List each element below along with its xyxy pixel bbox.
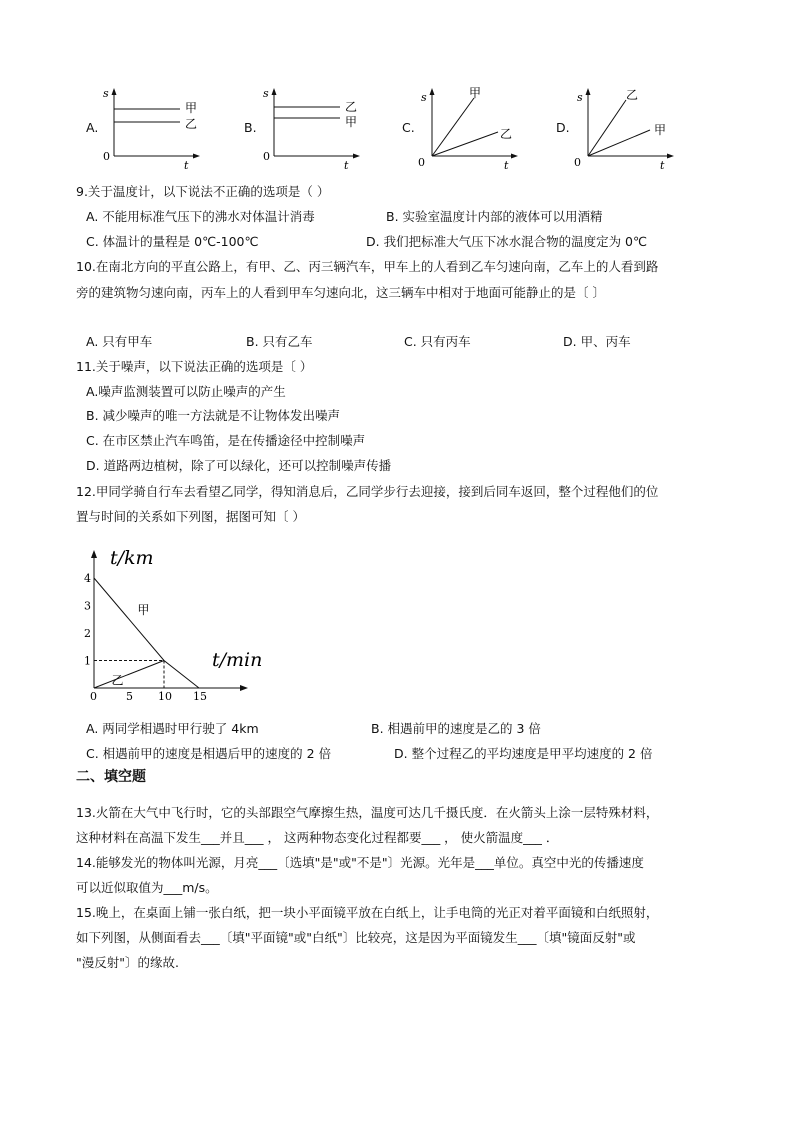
q10-option-d: D. 甲、丙车 — [563, 334, 631, 349]
chart-origin-label: 0 — [90, 690, 97, 703]
q14-line1: 14.能够发光的物体叫光源，月亮___〔选填"是"或"不是"〕光源。光年是___单位。真空中光的传播速度 — [76, 855, 644, 870]
graph-c — [414, 84, 534, 176]
graph-a — [96, 84, 216, 176]
chart-x-label: t/min — [212, 649, 263, 671]
chart-x-tick-10: 10 — [158, 690, 172, 703]
q12-option-c: C. 相遇前甲的速度是相遇后甲的速度的 2 倍 — [86, 746, 332, 761]
chart-y-tick-2: 2 — [84, 627, 91, 640]
q13-line1: 13.火箭在大气中飞行时，它的头部跟空气摩擦生热，温度可达几千摄氏度．在火箭头上涂一层特殊材料， — [76, 805, 659, 820]
q12-option-b: B. 相遇前甲的速度是乙的 3 倍 — [371, 721, 541, 736]
q9-option-c: C. 体温计的量程是 0℃-100℃ — [86, 234, 259, 249]
q12-stem-line2: 置与时间的关系如下列图，据图可知〔 ） — [76, 509, 305, 524]
q11-option-c: C. 在市区禁止汽车鸣笛，是在传播途径中控制噪声 — [86, 433, 366, 448]
q10-stem-line1: 10.在南北方向的平直公路上，有甲、乙、丙三辆汽车，甲车上的人看到乙车匀速向南，乙车上的人看到路 — [76, 259, 659, 274]
graph-c-s: s — [421, 91, 427, 104]
q12-stem-line1: 12.甲同学骑自行车去看望乙同学，得知消息后，乙同学步行去迎接，接到后同车返回，整个过程他们的位 — [76, 484, 659, 499]
graph-d-s: s — [577, 91, 583, 104]
graph-b-origin: 0 — [263, 150, 270, 163]
graph-a-line1: 甲 — [185, 101, 198, 115]
q11-stem: 11.关于噪声，以下说法正确的选项是〔 ） — [76, 359, 313, 374]
q15-line3: "漫反射"〕的缘故. — [76, 955, 179, 970]
graph-c-label: C. — [402, 120, 415, 135]
graph-b-s: s — [263, 87, 269, 100]
q12-option-a: A. 两同学相遇时甲行驶了 4km — [86, 721, 259, 736]
graph-c-line2: 乙 — [500, 127, 513, 141]
graph-b-label: B. — [244, 120, 257, 135]
graph-b-line2: 甲 — [345, 115, 358, 129]
graph-d-line2: 甲 — [654, 123, 667, 137]
graph-a-origin: 0 — [103, 150, 110, 163]
chart-y-tick-3: 3 — [84, 599, 91, 613]
q9-option-a: A. 不能用标准气压下的沸水对体温计消毒 — [86, 209, 315, 224]
graph-c-t: t — [504, 159, 509, 172]
q12-option-d: D. 整个过程乙的平均速度是甲平均速度的 2 倍 — [394, 746, 653, 761]
graph-b — [256, 84, 376, 176]
q11-option-d: D. 道路两边植树，除了可以绿化，还可以控制噪声传播 — [86, 458, 392, 473]
graph-c-origin: 0 — [418, 156, 425, 169]
graph-a-t: t — [184, 159, 189, 172]
q10-option-a: A. 只有甲车 — [86, 334, 153, 349]
graph-b-line1: 乙 — [345, 100, 358, 114]
q12-position-time-chart — [84, 540, 284, 705]
q10-option-b: B. 只有乙车 — [246, 334, 313, 349]
q15-line2: 如下列图，从侧面看去___〔填"平面镜"或"白纸"〕比较亮，这是因为平面镜发生___〔填"镜面反射"或 — [76, 930, 636, 945]
q14-line2: 可以近似取值为___m/s。 — [76, 880, 218, 895]
chart-series-line-1 — [94, 578, 199, 688]
graph-d — [570, 84, 690, 176]
q11-option-b: B. 减少噪声的唯一方法就是不让物体发出噪声 — [86, 408, 341, 423]
q10-stem-line2: 旁的建筑物匀速向南，丙车上的人看到甲车匀速向北，这三辆车中相对于地面可能静止的是〔 〕 — [76, 285, 605, 300]
chart-series-line-2 — [94, 661, 164, 689]
q10-option-c: C. 只有丙车 — [404, 334, 471, 349]
chart-series-label-jia: 甲 — [137, 602, 150, 617]
section-heading-fill-in: 二、填空题 — [76, 769, 146, 785]
graph-a-label: A. — [86, 120, 99, 135]
chart-x-arrow — [240, 685, 248, 691]
q11-option-a: A.噪声监测装置可以防止噪声的产生 — [86, 384, 286, 399]
chart-x-tick-15: 15 — [193, 690, 207, 703]
q13-line2: 这种材料在高温下发生___并且___ ， 这两种物态变化过程都要___ ， 使火箭温度___ ． — [76, 830, 559, 845]
chart-y-tick-4: 4 — [84, 572, 91, 585]
chart-series-label-yi: 乙 — [111, 673, 124, 688]
chart-y-label: t/km — [110, 547, 154, 569]
q9-stem: 9.关于温度计，以下说法不正确的选项是（ ） — [76, 184, 330, 199]
chart-x-tick-5: 5 — [126, 690, 133, 703]
q9-option-b: B. 实验室温度计内部的液体可以用酒精 — [386, 209, 603, 224]
graph-d-origin: 0 — [574, 156, 581, 169]
graph-a-line2: 乙 — [185, 117, 198, 131]
chart-y-arrow — [91, 550, 97, 558]
chart-y-tick-1: 1 — [84, 654, 91, 668]
graph-d-t: t — [660, 159, 665, 172]
graph-d-label: D. — [556, 120, 570, 135]
q9-option-d: D. 我们把标准大气压下冰水混合物的温度定为 0℃ — [366, 234, 648, 249]
graph-d-line1: 乙 — [626, 88, 639, 102]
graph-c-line1: 甲 — [469, 86, 482, 100]
q15-line1: 15.晚上，在桌面上铺一张白纸，把一块小平面镜平放在白纸上，让手电筒的光正对着平面镜和白纸照射， — [76, 905, 659, 920]
graph-a-s: s — [103, 87, 109, 100]
graph-b-t: t — [344, 159, 349, 172]
